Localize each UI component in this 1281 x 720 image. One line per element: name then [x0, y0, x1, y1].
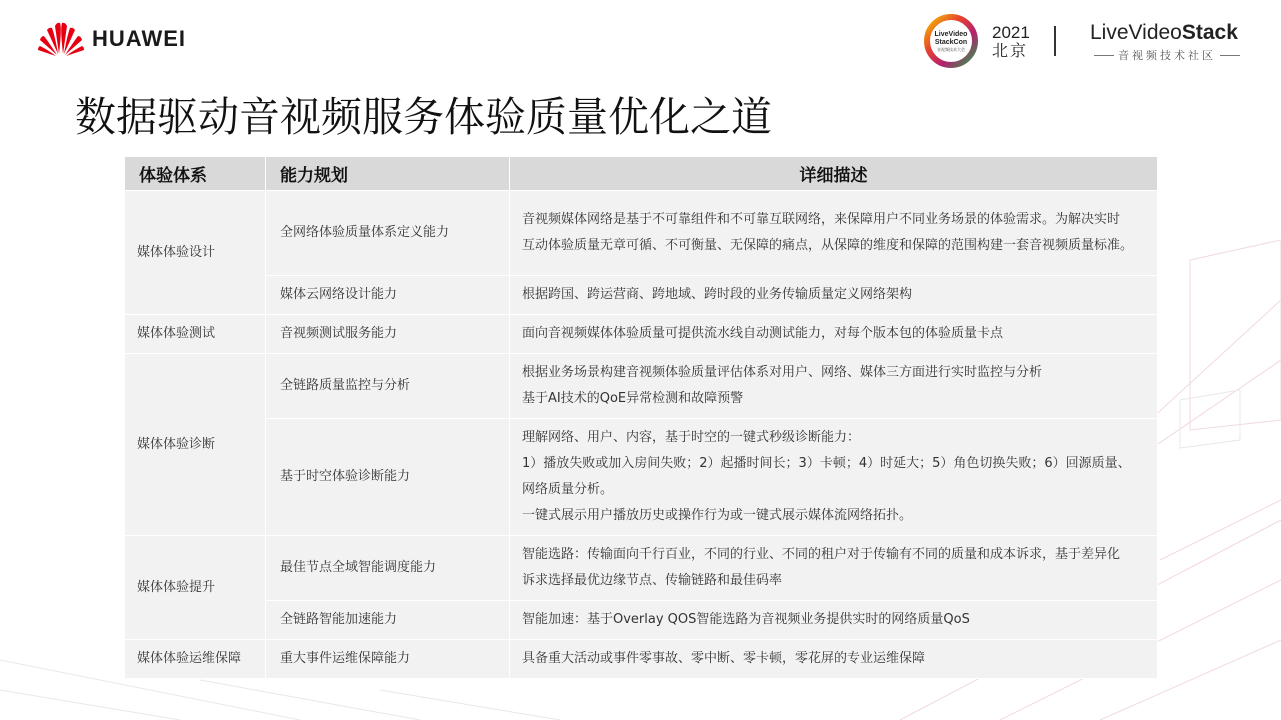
- description-cell: 智能加速：基于Overlay QOS智能选路为音视频业务提供实时的网络质量QoS: [510, 601, 1158, 640]
- capability-cell: 全链路智能加速能力: [266, 601, 510, 640]
- livevideostack-brand-suffix: Stack: [1181, 21, 1238, 44]
- description-cell: 根据跨国、跨运营商、跨地域、跨时段的业务传输质量定义网络架构: [510, 276, 1158, 315]
- description-cell: 理解网络、用户、内容，基于时空的一键式秒级诊断能力： 1）播放失败或加入房间失败；2）起播时间长；3）卡顿；4）时延大；5）角色切换失败；6）回源质量、 网络质量分析。 一键式展示用户播放历史或操作行为或一键式展示媒体流网络拓扑。: [510, 419, 1158, 536]
- header-divider: [1054, 26, 1056, 56]
- conference-circle-icon: [924, 14, 978, 68]
- table-row: [125, 354, 1158, 419]
- capability-cell: 媒体云网络设计能力: [266, 276, 510, 315]
- capability-cell: 全网络体验质量体系定义能力: [266, 191, 510, 276]
- table-row: [125, 315, 1158, 354]
- table-row: [125, 536, 1158, 601]
- header-capability-plan: 能力规划: [266, 157, 510, 191]
- header-detailed-description: 详细描述: [510, 157, 1158, 191]
- conference-year: 2021: [992, 22, 1030, 42]
- experience-system-cell: 媒体体验测试: [125, 315, 266, 354]
- capability-table: [124, 156, 1158, 679]
- description-cell: 具备重大活动或事件零事故、零中断、零卡顿，零花屏的专业运维保障: [510, 640, 1158, 679]
- table-row: [125, 276, 1158, 315]
- capability-cell: 重大事件运维保障能力: [266, 640, 510, 679]
- experience-system-cell: 媒体体验提升: [125, 536, 266, 640]
- page-title: 数据驱动音视频服务体验质量优化之道: [75, 93, 772, 141]
- header-experience-system: 体验体系: [125, 157, 266, 191]
- description-cell: 根据业务场景构建音视频体验质量评估体系对用户、网络、媒体三方面进行实时监控与分析 基于AI技术的QoE异常检测和故障预警: [510, 354, 1158, 419]
- table-row: [125, 640, 1158, 679]
- table-row: [125, 419, 1158, 536]
- conference-logo: [924, 14, 1030, 68]
- livevideostack-brand-prefix: LiveVideo: [1090, 21, 1182, 44]
- conference-logo-line1: LiveVideo: [934, 31, 968, 38]
- conference-city: 北京: [992, 40, 1029, 60]
- experience-system-cell: 媒体体验运维保障: [125, 640, 266, 679]
- capability-cell: 音视频测试服务能力: [266, 315, 510, 354]
- capability-cell: 最佳节点全域智能调度能力: [266, 536, 510, 601]
- description-cell: 面向音视频媒体体验质量可提供流水线自动测试能力，对每个版本包的体验质量卡点: [510, 315, 1158, 354]
- table-row: [125, 601, 1158, 640]
- conference-logo-line3: 音视频技术大会: [937, 47, 965, 52]
- huawei-logo: [38, 22, 186, 56]
- description-cell: 智能选路：传输面向千行百业，不同的行业、不同的租户对于传输有不同的质量和成本诉求，基于差异化 诉求选择最优边缘节点、传输链路和最佳码率: [510, 536, 1158, 601]
- table-header-row: [125, 157, 1158, 191]
- capability-cell: 全链路质量监控与分析: [266, 354, 510, 419]
- table-row: [125, 191, 1158, 276]
- experience-system-cell: 媒体体验诊断: [125, 354, 266, 536]
- experience-system-cell: 媒体体验设计: [125, 191, 266, 315]
- description-cell: 音视频媒体网络是基于不可靠组件和不可靠互联网络，来保障用户不同业务场景的体验需求。为解决实时 互动体验质量无章可循、不可衡量、无保障的痛点，从保障的维度和保障的范围构建一套音视频质量标准。: [510, 191, 1158, 276]
- livevideostack-subtitle: 音视频技术社区: [1118, 49, 1216, 62]
- conference-logo-line2: StackCon: [934, 39, 968, 46]
- huawei-flower-icon: [38, 22, 84, 56]
- huawei-brand-text: HUAWEI: [92, 26, 186, 51]
- capability-cell: 基于时空体验诊断能力: [266, 419, 510, 536]
- livevideostack-logo: [1090, 22, 1250, 63]
